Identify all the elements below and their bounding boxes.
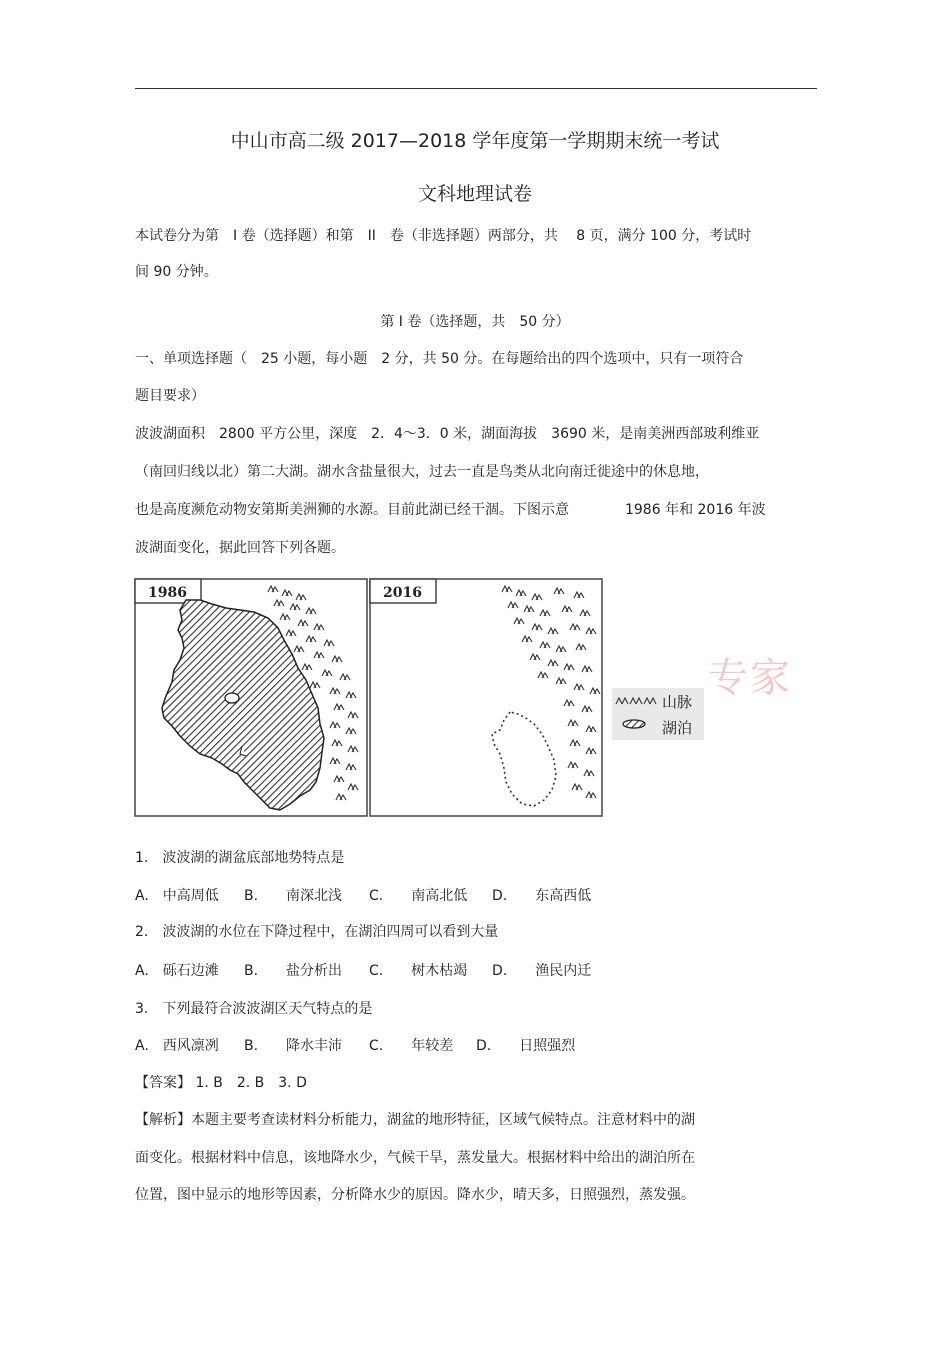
instruction-line-2: 题目要求）: [135, 388, 205, 404]
instruction-line-1: 一、单项选择题（ 25 小题，每小题 2 分，共 50 分。在每题给出的四个选项中，只有一项符合: [135, 351, 744, 367]
analysis-line-1: 【解析】本题主要考查读材料分析能力，湖盆的地形特征，区域气候特点。注意材料中的湖: [135, 1112, 695, 1128]
question-2-stem: 2. 波波湖的水位在下降过程中，在湖泊四周可以看到大量: [135, 924, 499, 940]
passage-line-3: 也是高度濒危动物安第斯美洲狮的水源。目前此湖已经干涸。下图示意 1986 年和 2016 年波: [135, 502, 766, 518]
lake-maps: [134, 578, 604, 818]
question-3-option-a: A. 西风凛冽: [135, 1038, 219, 1054]
intro-line-2: 间 90 分钟。: [135, 264, 218, 280]
legend-lake-label: 湖泊: [662, 719, 693, 737]
panel-2016-label: 2016: [383, 585, 422, 601]
panel-2016-frame: [370, 579, 602, 816]
lake-change-figure: [134, 578, 604, 818]
analysis-line-3: 位置，图中显示的地形等因素，分析降水少的原因。降水少，晴天多，日照强烈，蒸发强。: [135, 1187, 695, 1203]
lake-1986-island: [225, 693, 239, 703]
question-2-option-b: B. 盐分析出: [244, 963, 343, 979]
panel-1986-label: 1986: [148, 585, 187, 601]
legend-mountain-icon: [616, 698, 656, 704]
legend-symbols: [614, 688, 660, 740]
exam-title: 中山市高二级 2017—2018 学年度第一学期期末统一考试: [230, 130, 720, 152]
passage-line-4: 波湖面变化，据此回答下列各题。: [135, 540, 345, 556]
question-1-option-c: C. 南高北低: [369, 888, 468, 904]
question-3-option-c: C. 年较差: [369, 1038, 454, 1054]
question-1-stem: 1. 波波湖的湖盆底部地势特点是: [135, 850, 345, 866]
header-rule: [135, 88, 817, 89]
exam-subtitle: 文科地理试卷: [417, 183, 532, 205]
question-2-option-c: C. 树木枯竭: [369, 963, 468, 979]
legend-mountain-label: 山脉: [662, 693, 693, 711]
intro-line-1: 本试卷分为第 I 卷（选择题）和第 II 卷（非选择题）两部分，共 8 页，满分 100 分，考试时: [135, 228, 752, 244]
answer-line: 【答案】 1. B 2. B 3. D: [135, 1075, 307, 1091]
question-2-option-a: A. 砾石边滩: [135, 963, 219, 979]
question-3-option-d: D. 日照强烈: [476, 1038, 576, 1054]
watermark: 专家: [708, 655, 792, 701]
passage-line-2: （南回归线以北）第二大湖。湖水含盐量很大，过去一直是鸟类从北向南迁徙途中的休息地，: [135, 464, 709, 480]
question-2-option-d: D. 渔民内迁: [492, 963, 592, 979]
passage-line-1: 波波湖面积 2800 平方公里，深度 2．4～3．0 米，湖面海拔 3690 米，是南美洲西部玻利维亚: [135, 426, 760, 442]
question-1-option-a: A. 中高周低: [135, 888, 219, 904]
legend-lake-icon: [623, 720, 645, 728]
map-legend: [612, 688, 704, 740]
analysis-line-2: 面变化。根据材料中信息，该地降水少，气候干旱，蒸发量大。根据材料中给出的湖泊所在: [135, 1150, 695, 1166]
question-3-option-b: B. 降水丰沛: [244, 1038, 343, 1054]
question-1-option-b: B. 南深北浅: [244, 888, 343, 904]
question-1-option-d: D. 东高西低: [492, 888, 592, 904]
section-heading: 第 I 卷（选择题，共 50 分）: [380, 314, 570, 330]
question-3-stem: 3. 下列最符合波波湖区天气特点的是: [135, 1001, 373, 1017]
